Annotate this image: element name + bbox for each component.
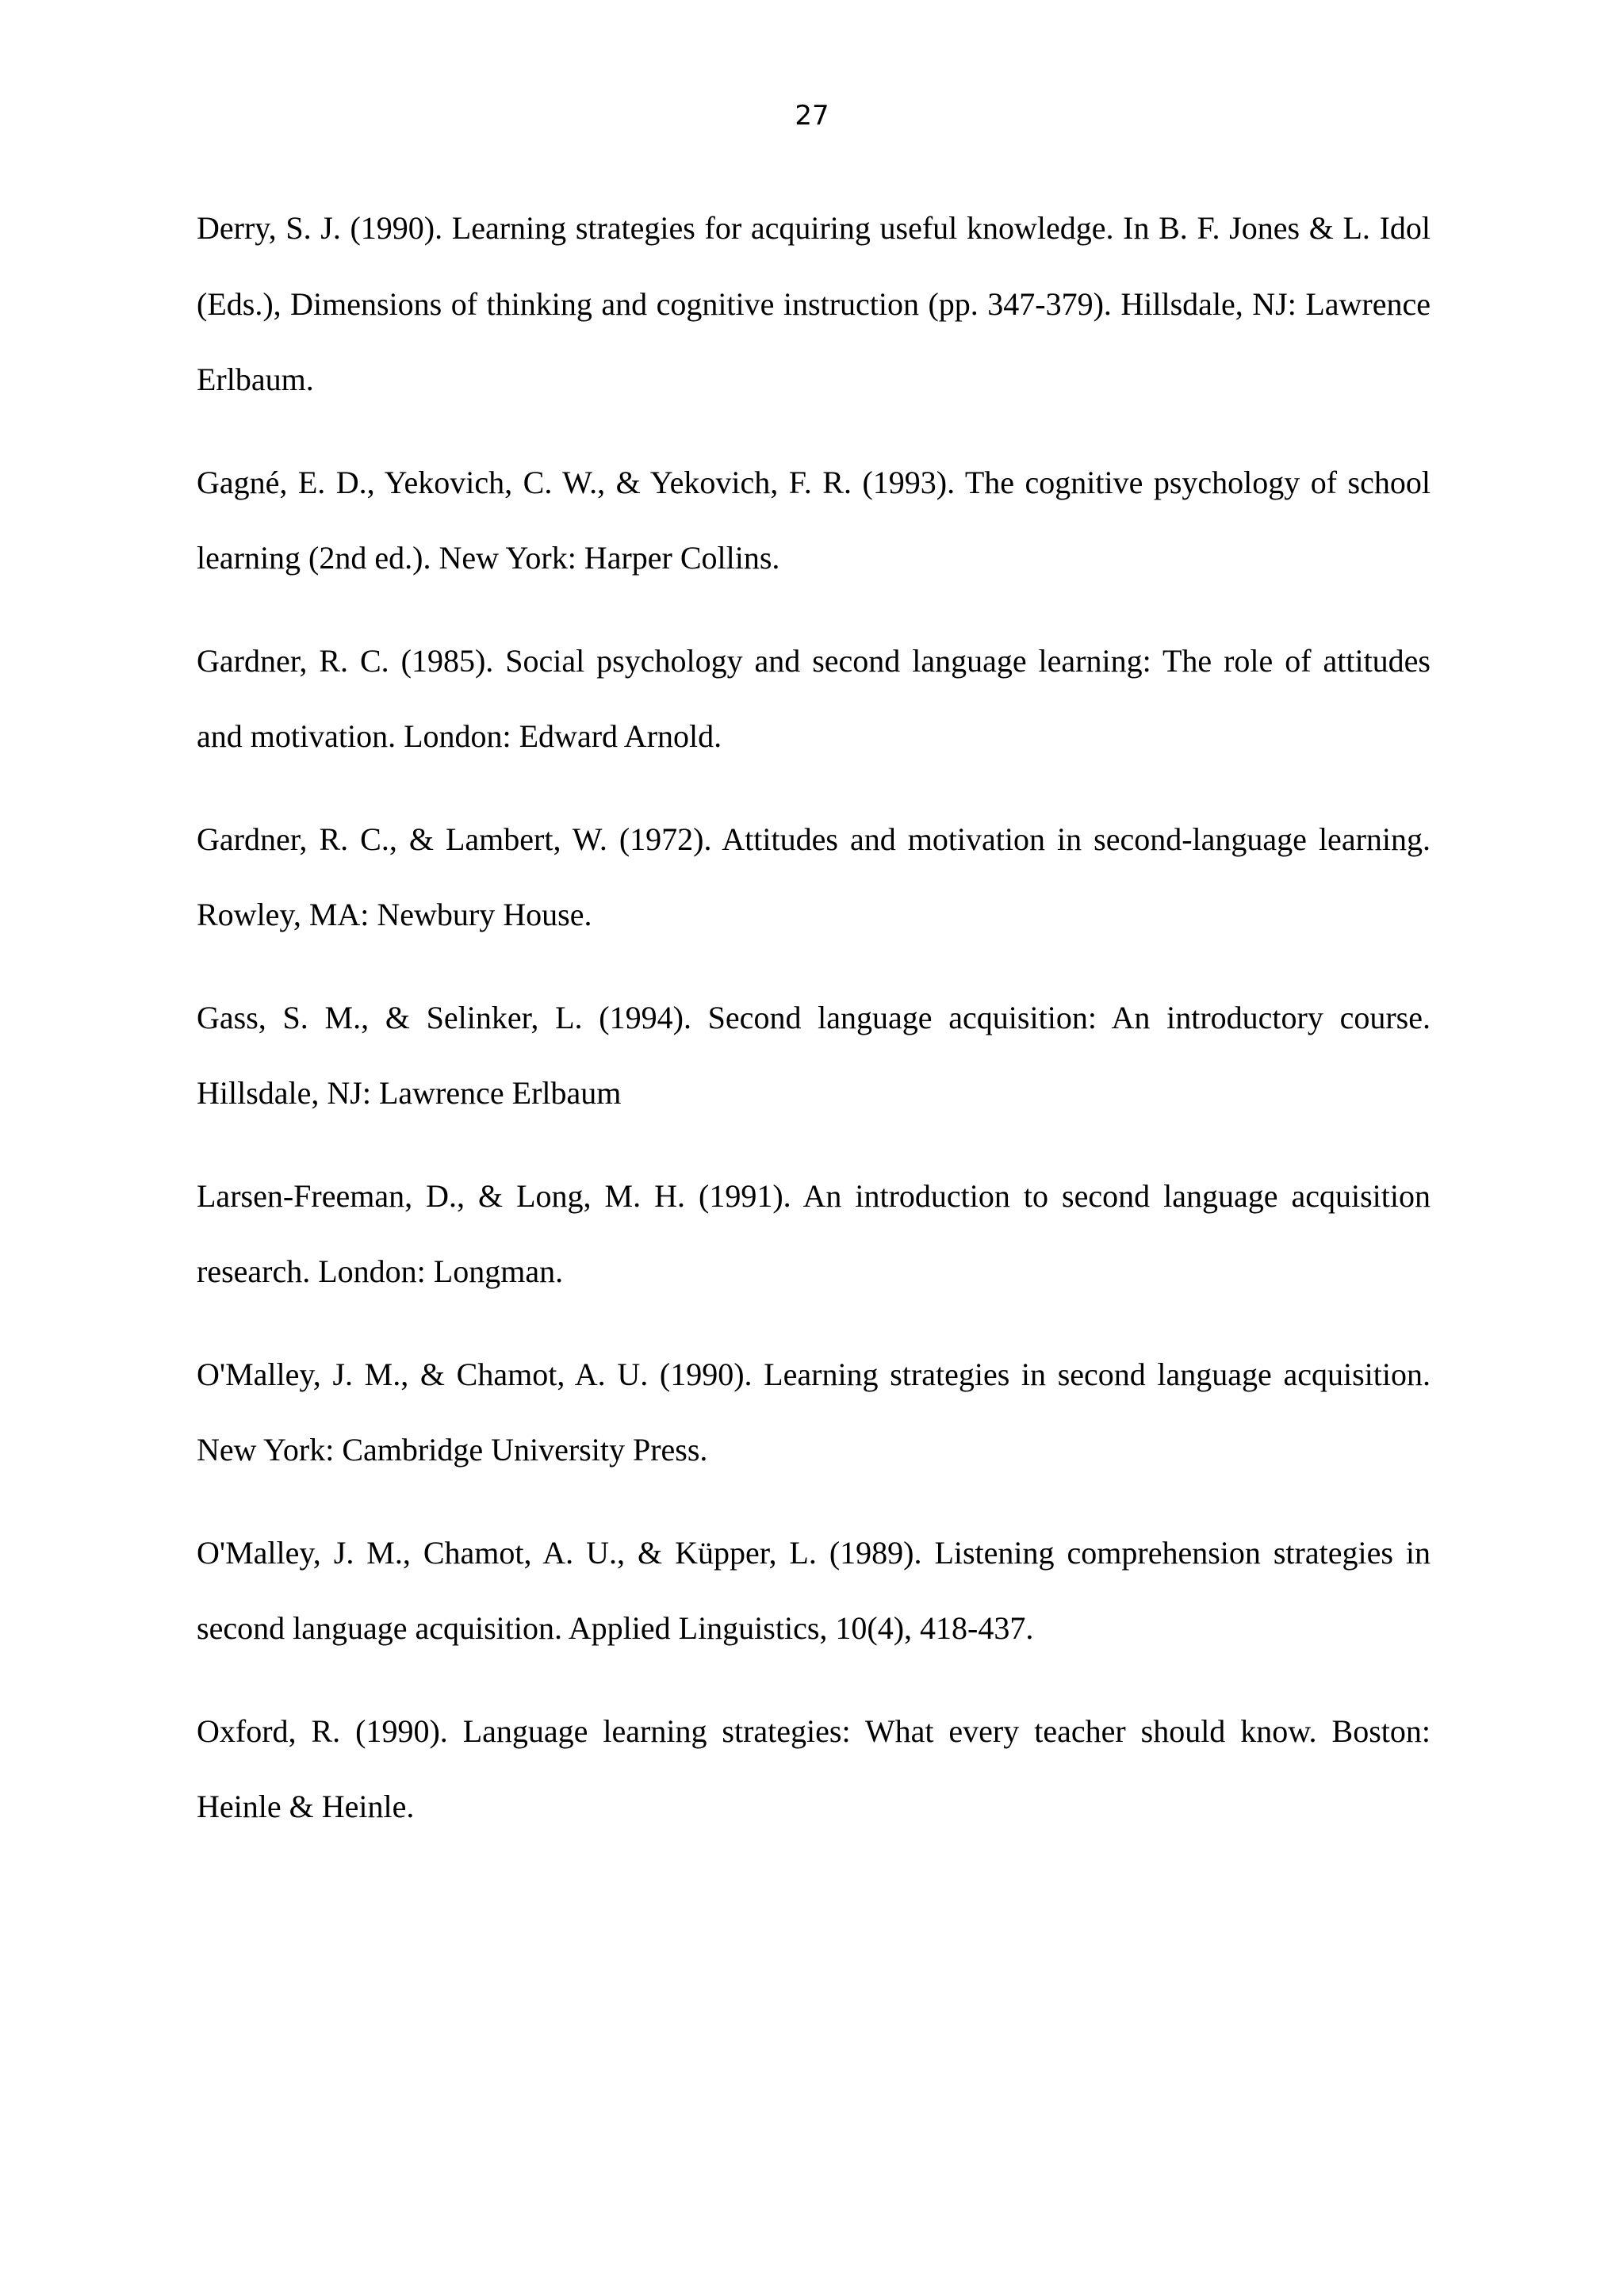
- reference-entry-gardner-1985: Gardner, R. C. (1985). Social psychology and second language learning: The role of attitudes and motivation. London: Edward Arnold.: [197, 642, 1431, 754]
- reference-entry-omalley-1989: O'Malley, J. M., Chamot, A. U., & Küpper, L. (1989). Listening comprehension strategies in second language acquisition. Applied Linguistics, 10(4), 418-437.: [197, 1534, 1431, 1646]
- reference-entry-gagne-1993: Gagné, E. D., Yekovich, C. W., & Yekovich, F. R. (1993). The cognitive psychology of school learning (2nd ed.). New York: Harper Collins.: [197, 464, 1431, 576]
- reference-list: [197, 190, 1431, 1872]
- reference-entry-omalley-chamot-1990: O'Malley, J. M., & Chamot, A. U. (1990). Learning strategies in second language acquisition. New York: Cambridge University Press.: [197, 1356, 1431, 1468]
- reference-entry-oxford-1990: Oxford, R. (1990). Language learning strategies: What every teacher should know. Boston: Heinle & Heinle.: [197, 1712, 1431, 1824]
- reference-entry-larsen-freeman-1991: Larsen-Freeman, D., & Long, M. H. (1991). An introduction to second language acquisition research. London: Longman.: [197, 1177, 1431, 1289]
- reference-entry-gass-selinker-1994: Gass, S. M., & Selinker, L. (1994). Second language acquisition: An introductory course. Hillsdale, NJ: Lawrence Erlbaum: [197, 999, 1431, 1111]
- page-number: 27: [795, 100, 829, 132]
- reference-entry-derry-1990: Derry, S. J. (1990). Learning strategies for acquiring useful knowledge. In B. F. Jones & L. Idol (Eds.), Dimensions of thinking and cognitive instruction (pp. 347-379). Hillsdale, NJ: Lawrence Erlbaum.: [197, 210, 1431, 397]
- reference-entry-gardner-lambert-1972: Gardner, R. C., & Lambert, W. (1972). Attitudes and motivation in second-language learning. Rowley, MA: Newbury House.: [197, 821, 1431, 932]
